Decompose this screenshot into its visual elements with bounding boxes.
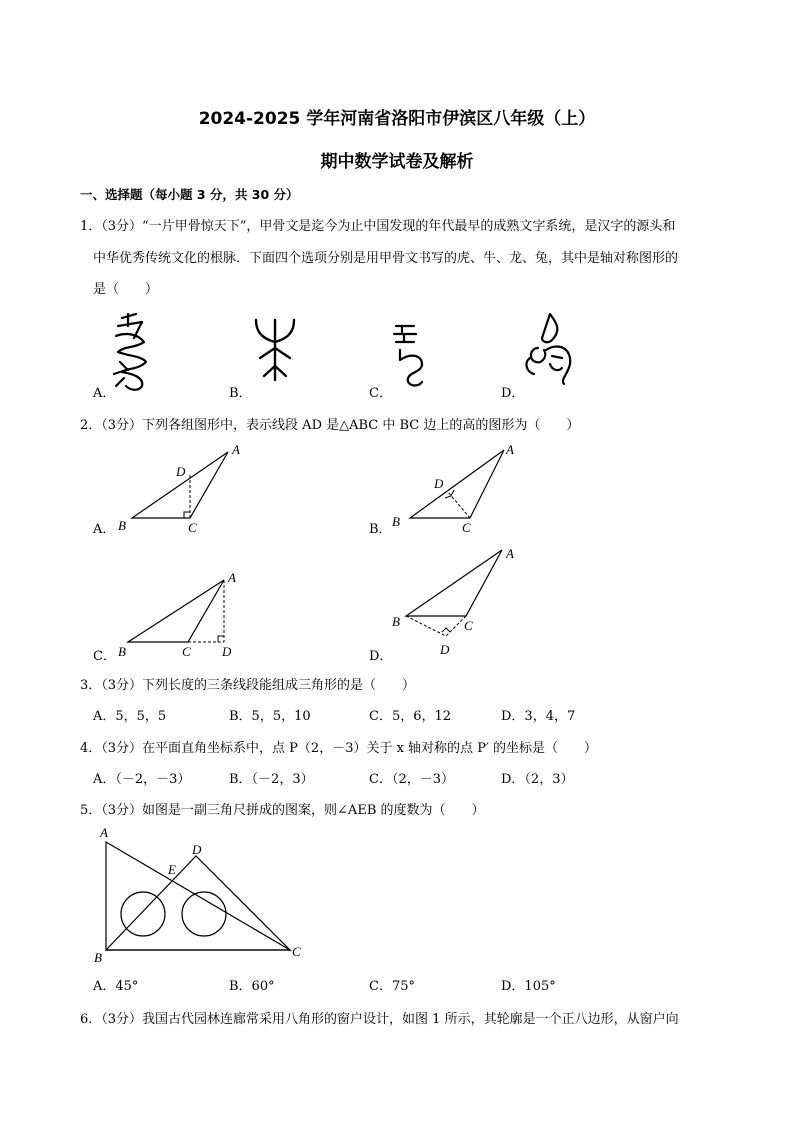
q5-option-b[interactable]: B．60° <box>229 979 275 994</box>
q1-figure-rabbit <box>522 308 578 388</box>
q4-option-c[interactable]: C．（2，－3） <box>369 772 454 787</box>
q4-option-b[interactable]: B．（－2，3） <box>229 772 314 787</box>
q2-option-d[interactable]: D． <box>369 649 393 664</box>
q2c-label-a: A <box>228 570 236 585</box>
q5-option-c[interactable]: C．75° <box>369 979 415 994</box>
q5-option-a[interactable]: A．45° <box>93 979 139 994</box>
q5-figure-triangles <box>90 822 320 972</box>
q2c-label-c: C <box>182 644 191 659</box>
q1-figure-ox <box>252 318 298 382</box>
q2-stem: 2．（3分）下列各组图形中，表示线段 AD 是△ABC 中 BC 边上的高的图形为（ ） <box>80 418 580 433</box>
q5-option-d[interactable]: D．105° <box>501 979 556 994</box>
q2a-label-c: C <box>188 520 197 535</box>
q5-stem: 5．（3分）如图是一副三角尺拼成的图案，则∠AEB 的度数为（ ） <box>80 803 485 818</box>
q3-option-c[interactable]: C．5，6，12 <box>369 709 452 724</box>
q1-option-c[interactable]: C． <box>369 386 392 401</box>
exam-title: 2024-2025 学年河南省洛阳市伊滨区八年级（上） <box>198 109 596 129</box>
q2-figure-d <box>390 544 550 664</box>
q2c-label-b: B <box>118 644 126 659</box>
q2-option-a[interactable]: A． <box>93 522 116 537</box>
q2a-label-d: D <box>176 464 186 479</box>
q2d-label-d: D <box>440 642 450 657</box>
q2a-label-a: A <box>232 442 240 457</box>
q4-option-a[interactable]: A．（－2，－3） <box>93 772 191 787</box>
q3-option-a[interactable]: A．5，5，5 <box>93 709 167 724</box>
q2-figure-b <box>388 440 548 540</box>
q1-figure-dragon <box>392 322 432 390</box>
section-heading: 一、选择题（每小题 3 分，共 30 分） <box>80 187 299 202</box>
q4-stem: 4．（3分）在平面直角坐标系中，点 P（2，－3）关于 x 轴对称的点 P′ 的坐标是（ ） <box>80 741 598 756</box>
q2a-label-b: B <box>118 518 126 533</box>
q5-label-b: B <box>94 950 102 965</box>
q2d-label-c: C <box>464 618 473 633</box>
q6-stem: 6．（3分）我国古代园林连廊常采用八角形的窗户设计，如图 1 所示，其轮廓是一个正八边形，从窗户向 <box>80 1012 679 1027</box>
q1-option-a[interactable]: A． <box>93 386 116 401</box>
q2d-label-b: B <box>392 614 400 629</box>
q5-label-d: D <box>192 842 202 857</box>
q1-line-2: 中华优秀传统文化的根脉．下面四个选项分别是用甲骨文书写的虎、牛、龙、兔，其中是轴对称图形的 <box>93 251 679 266</box>
exam-subtitle: 期中数学试卷及解析 <box>320 152 474 172</box>
q1-option-d[interactable]: D． <box>501 386 525 401</box>
q2-option-b[interactable]: B． <box>369 522 392 537</box>
q5-label-a: A <box>100 825 108 840</box>
q2b-label-d: D <box>434 476 444 491</box>
q3-stem: 3．（3分）下列长度的三条线段能组成三角形的是（ ） <box>80 678 416 693</box>
q2b-label-a: A <box>506 442 514 457</box>
q2d-label-a: A <box>506 546 514 561</box>
q5-label-e: E <box>168 862 176 877</box>
q2-figure-c <box>110 566 270 666</box>
q3-option-b[interactable]: B．5，5，10 <box>229 709 311 724</box>
q2-figure-a <box>110 440 270 540</box>
q1-line-3: 是（ ） <box>93 282 159 297</box>
q2-option-c[interactable]: C． <box>93 649 116 664</box>
q1-option-b[interactable]: B． <box>229 386 252 401</box>
q1-figure-tiger <box>108 312 158 392</box>
q3-option-d[interactable]: D．3，4，7 <box>501 709 576 724</box>
q5-label-c: C <box>292 944 301 959</box>
q4-option-d[interactable]: D．（2，3） <box>501 772 574 787</box>
q2b-label-c: C <box>462 520 471 535</box>
q2c-label-d: D <box>222 644 232 659</box>
q1-line-1: 1．（3分）“一片甲骨惊天下”，甲骨文是迄今为止中国发现的年代最早的成熟文字系统，是汉字的源头和 <box>80 219 676 234</box>
q2b-label-b: B <box>392 514 400 529</box>
